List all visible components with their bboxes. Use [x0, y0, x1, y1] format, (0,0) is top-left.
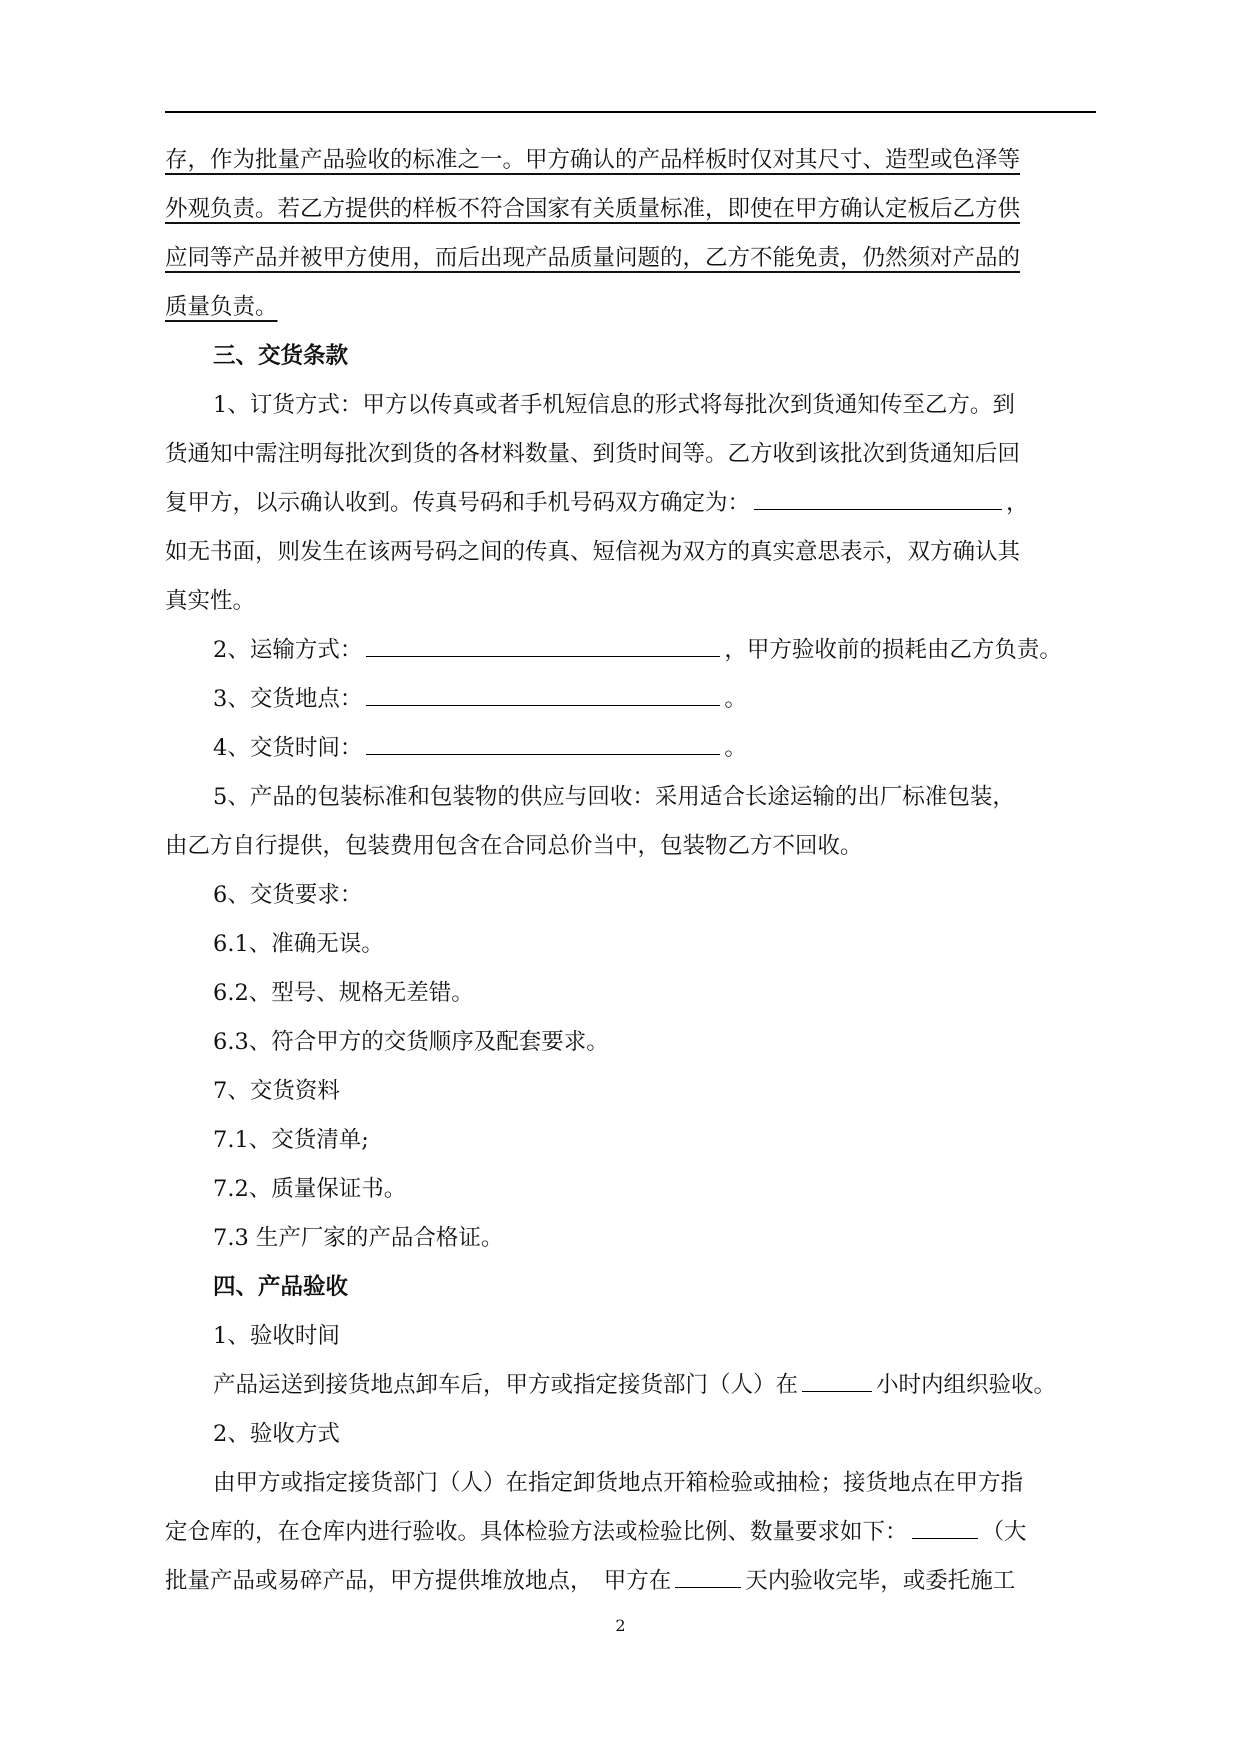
s3-item6: 6、交货要求： [213, 882, 363, 908]
section-3-heading: 三、交货条款 [213, 343, 349, 369]
s3-item1-line3-comma: ， [1006, 490, 1029, 516]
s3-item4-tail: 。 [724, 735, 747, 761]
fax-phone-blank[interactable] [754, 508, 1002, 510]
continuation-line-3: 应同等产品并被甲方使用，而后出现产品质量问题的，乙方不能免责，仍然须对产品的 [165, 245, 1021, 271]
s3-item3 [165, 675, 1100, 724]
s3-item4-label: 4、交货时间： [213, 735, 363, 761]
s3-item5-line1: 5、产品的包装标准和包装物的供应与回收：采用适合长途运输的出厂标准包装， [213, 784, 1015, 810]
s4-item1-text-after: 小时内组织验收。 [876, 1372, 1057, 1398]
continuation-line-4: 质量负责。 [165, 294, 278, 320]
s3-item1-line2: 货通知中需注明每批次到货的各材料数量、到货时间等。乙方收到该批次到货通知后回 [165, 441, 1021, 467]
s3-item2 [165, 626, 1100, 675]
s3-item1-line3-text: 复甲方，以示确认收到。传真号码和手机号码双方确定为： [165, 490, 751, 516]
s4-item2-line3-before: 批量产品或易碎产品，甲方提供堆放地点， 甲方在 [165, 1568, 672, 1594]
s4-item2-line2-before: 定仓库的，在仓库内进行验收。具体检验方法或检验比例、数量要求如下： [165, 1519, 908, 1545]
page-content [165, 136, 1100, 1606]
s3-item5-line2: 由乙方自行提供，包装费用包含在合同总价当中，包装物乙方不回收。 [165, 833, 863, 859]
s3-item1-line4: 如无书面，则发生在该两号码之间的传真、短信视为双方的真实意思表示，双方确认其 [165, 539, 1021, 565]
continuation-line-1: 存，作为批量产品验收的标准之一。甲方确认的产品样板时仅对其尺寸、造型或色泽等 [165, 147, 1021, 173]
s3-item2-tail: ，甲方验收前的损耗由乙方负责。 [724, 637, 1062, 663]
section-4-heading: 四、产品验收 [213, 1274, 349, 1300]
s4-item2-line2-after: （大 [981, 1519, 1027, 1545]
s4-item1-text-before: 产品运送到接货地点卸车后，甲方或指定接货部门（人）在 [213, 1372, 799, 1398]
continuation-line-2: 外观负责。若乙方提供的样板不符合国家有关质量标准，即使在甲方确认定板后乙方供 [165, 196, 1021, 222]
s3-item6-1: 6.1、准确无误。 [213, 931, 384, 957]
s3-item6-2: 6.2、型号、规格无差错。 [213, 980, 474, 1006]
delivery-time-blank[interactable] [366, 753, 720, 755]
s4-item2-line3-after: 天内验收完毕，或委托施工 [745, 1568, 1016, 1594]
s4-item2-line1: 由甲方或指定接货部门（人）在指定卸货地点开箱检验或抽检；接货地点在甲方指 [213, 1470, 1024, 1496]
page-number: 2 [615, 1616, 626, 1635]
inspection-hours-blank[interactable] [802, 1390, 872, 1392]
s4-item2-line3 [165, 1557, 1100, 1606]
s4-item1-text [165, 1361, 1100, 1410]
s3-item3-tail: 。 [724, 686, 747, 712]
s4-item1: 1、验收时间 [213, 1323, 340, 1349]
s4-item2-line2 [165, 1508, 1100, 1557]
header-rule [165, 111, 1096, 113]
s3-item7: 7、交货资料 [213, 1078, 340, 1104]
s3-item1-line1: 1、订货方式：甲方以传真或者手机短信息的形式将每批次到货通知传至乙方。到 [213, 392, 1015, 418]
s3-item1-line3 [165, 479, 1100, 528]
s3-item2-label: 2、运输方式： [213, 637, 363, 663]
s3-item4 [165, 724, 1100, 773]
delivery-place-blank[interactable] [366, 704, 720, 706]
inspection-method-blank[interactable] [912, 1537, 978, 1539]
s3-item7-2: 7.2、质量保证书。 [213, 1176, 407, 1202]
transport-method-blank[interactable] [366, 655, 720, 657]
s3-item7-1: 7.1、交货清单; [213, 1127, 369, 1153]
inspection-days-blank[interactable] [675, 1586, 741, 1588]
s3-item3-label: 3、交货地点： [213, 686, 363, 712]
s3-item7-3: 7.3 生产厂家的产品合格证。 [213, 1225, 504, 1251]
s3-item6-3: 6.3、符合甲方的交货顺序及配套要求。 [213, 1029, 609, 1055]
s3-item1-line5: 真实性。 [165, 588, 256, 614]
s4-item2: 2、验收方式 [213, 1421, 340, 1447]
